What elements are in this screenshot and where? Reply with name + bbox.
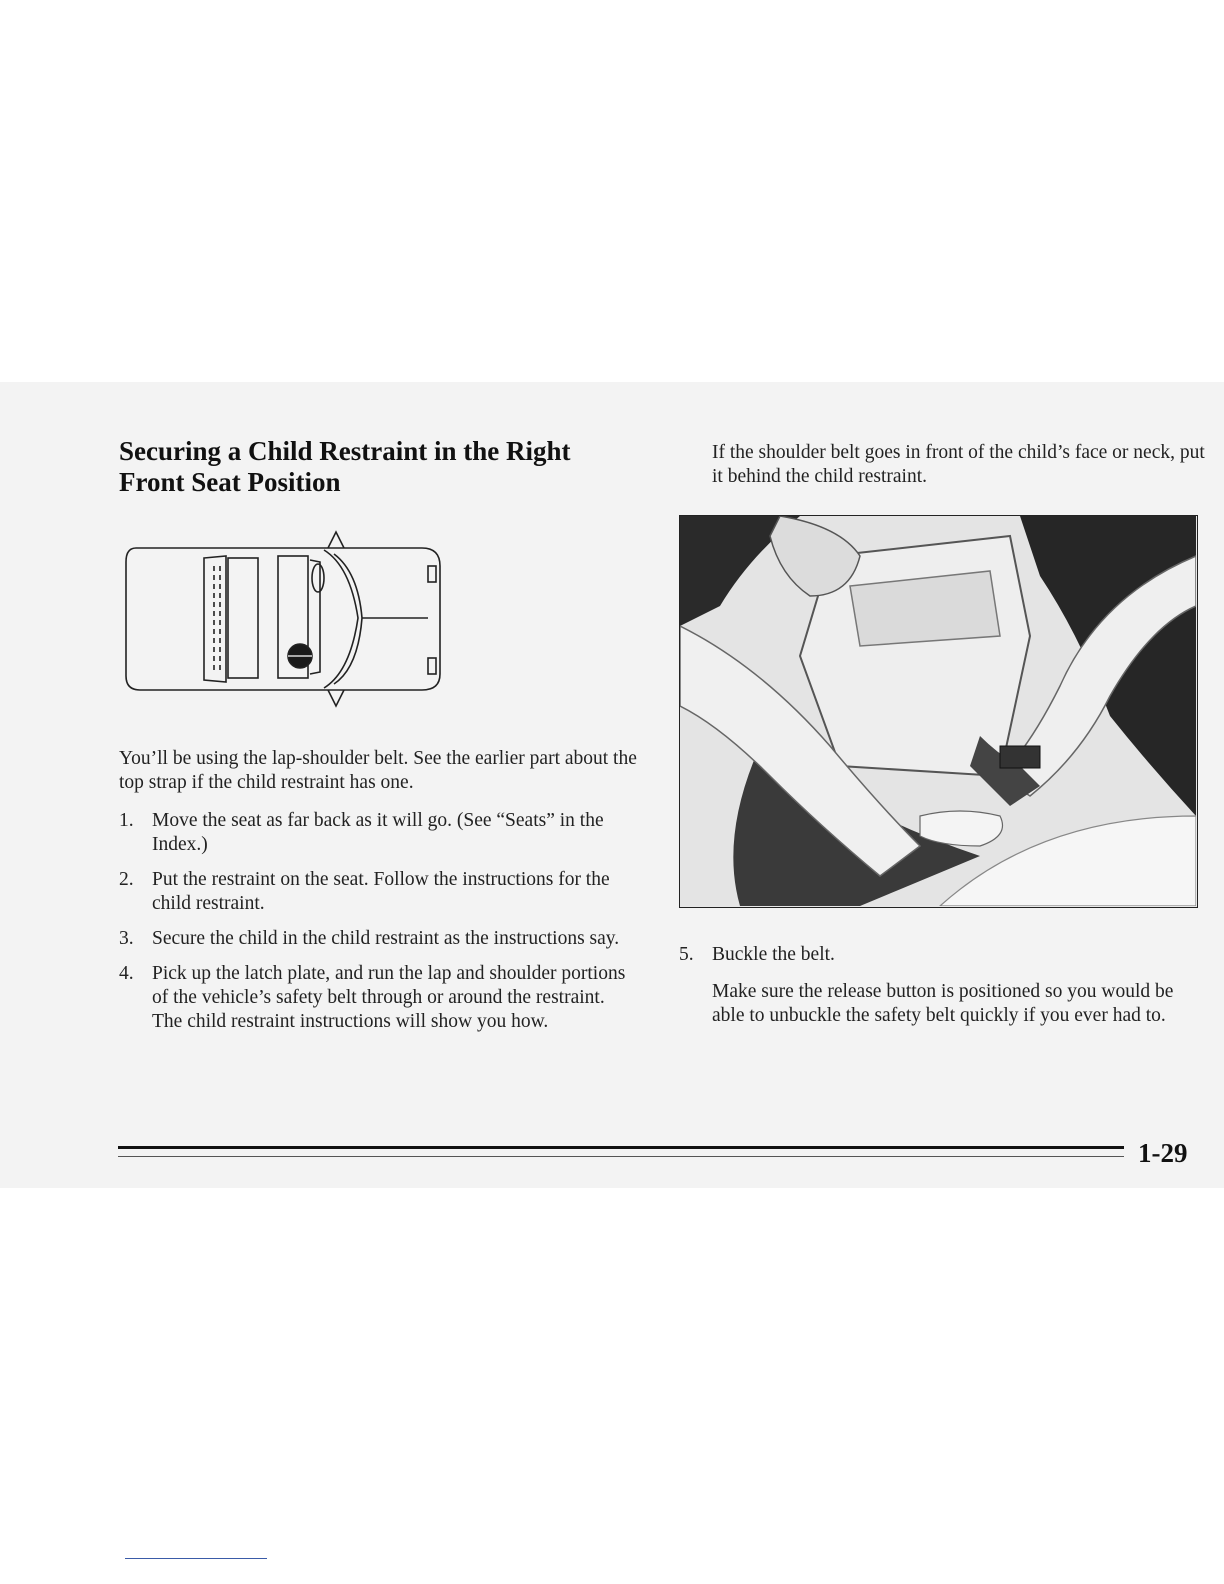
bottom-link-underline — [125, 1558, 267, 1559]
instruction-steps-left — [119, 809, 639, 1045]
step-text: Secure the child in the child restraint as the instructions say. — [152, 928, 620, 949]
shoulder-belt-note: If the shoulder belt goes in front of the child’s face or neck, put it behind the child restraint. — [712, 442, 1205, 487]
step-number: 1. — [119, 810, 134, 831]
step-text: Buckle the belt. — [712, 944, 835, 965]
release-button-note: Make sure the release button is positioned so you would be able to unbuckle the safety belt quickly if you ever had to. — [712, 981, 1174, 1026]
step-text: Pick up the latch plate, and run the lap and shoulder portions of the vehicle’s safety belt through or around the restraint. The child restraint instructions will show you how. — [152, 963, 626, 1032]
list-item — [119, 927, 639, 951]
step-number: 2. — [119, 869, 134, 890]
vehicle-top-view-diagram — [122, 526, 450, 710]
list-item — [119, 868, 639, 916]
footer-rule-thin — [118, 1156, 1124, 1157]
list-item — [119, 962, 639, 1034]
buckling-belt-illustration — [679, 515, 1198, 908]
list-item — [119, 809, 639, 857]
section-heading: Securing a Child Restraint in the Right Front Seat Position — [119, 436, 571, 497]
step-text: Move the seat as far back as it will go. (See “Seats” in the Index.) — [152, 810, 604, 855]
footer-rule — [118, 1146, 1124, 1149]
step-number: 3. — [119, 928, 134, 949]
instruction-steps-right — [679, 943, 1199, 978]
intro-paragraph: You’ll be using the lap-shoulder belt. See the earlier part about the top strap if the child restraint has one. — [119, 748, 637, 793]
page-number: 1-29 — [1138, 1138, 1188, 1168]
step-text: Put the restraint on the seat. Follow the instructions for the child restraint. — [152, 869, 610, 914]
list-item — [679, 943, 1199, 967]
step-number: 5. — [679, 944, 694, 965]
step-number: 4. — [119, 963, 134, 984]
